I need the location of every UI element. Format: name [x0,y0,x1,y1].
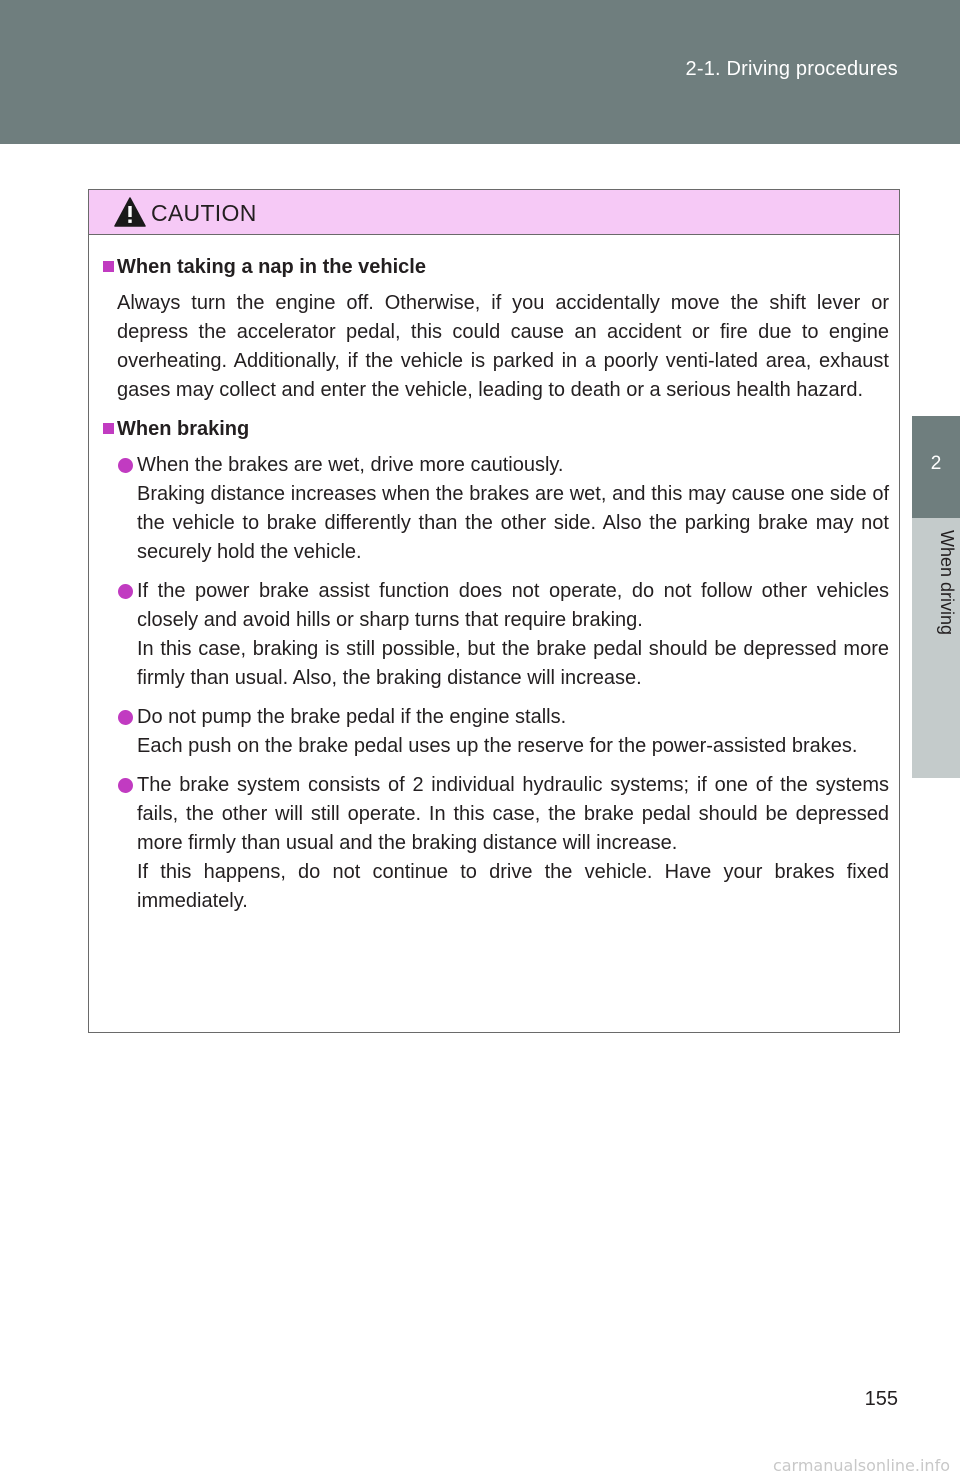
square-bullet-icon [103,261,114,272]
caution-title: CAUTION [151,200,257,226]
caution-box [88,189,900,1033]
watermark: carmanualsonline.info [772,1456,950,1475]
section-heading-nap [103,253,889,282]
circle-bullet-icon [118,584,133,599]
section-title: 2-1. Driving procedures [685,58,898,80]
bullet-line: In this case, braking is still possible, but the brake pedal should be depressed more firmly than usual. Also, the braking distance will increase. [137,638,889,689]
list-item [117,703,889,761]
list-item [117,771,889,916]
section-paragraph-nap: Always turn the engine off. Otherwise, if you accidentally move the shift lever or depress the accelerator pedal, this could cause an accident or fire due to engine overheating. Additionally, if the vehicle is parked in a poorly venti-lated area, exhaust gases may collect and enter the vehicle, leading to death or a serious health hazard. [117,292,889,401]
page-number: 155 [864,1388,898,1410]
chapter-number: 2 [930,453,942,474]
circle-bullet-icon [118,778,133,793]
square-bullet-icon [103,423,114,434]
section-heading-braking [103,415,889,444]
circle-bullet-icon [118,458,133,473]
bullet-line: If this happens, do not continue to drive the vehicle. Have your brakes fixed immediately. [137,861,889,912]
list-item [117,577,889,693]
bullet-line: When the brakes are wet, drive more cautiously. [137,454,564,476]
bullet-line: The brake system consists of 2 individual hydraulic systems; if one of the systems fails, the other will still operate. In this case, the brake pedal should be depressed more firmly than usual and the braking distance will increase. [137,774,889,854]
warning-triangle-icon [114,197,146,227]
section-heading-text: When braking [117,418,250,440]
bullet-line: Do not pump the brake pedal if the engine stalls. [137,706,567,728]
caution-header [89,190,899,235]
bullet-line: Each push on the brake pedal uses up the reserve for the power-assisted brakes. [137,735,858,757]
list-item [117,451,889,567]
bullet-line: Braking distance increases when the brakes are wet, and this may cause one side of the vehicle to brake differently than the other side. Also the parking brake may not securely hold the vehicle. [137,483,889,563]
section-heading-text: When taking a nap in the vehicle [117,256,426,278]
chapter-label: When driving [937,530,957,636]
caution-body [89,235,899,916]
circle-bullet-icon [118,710,133,725]
bullet-line: If the power brake assist function does not operate, do not follow other vehicles closely and avoid hills or sharp turns that require braking. [137,580,889,631]
